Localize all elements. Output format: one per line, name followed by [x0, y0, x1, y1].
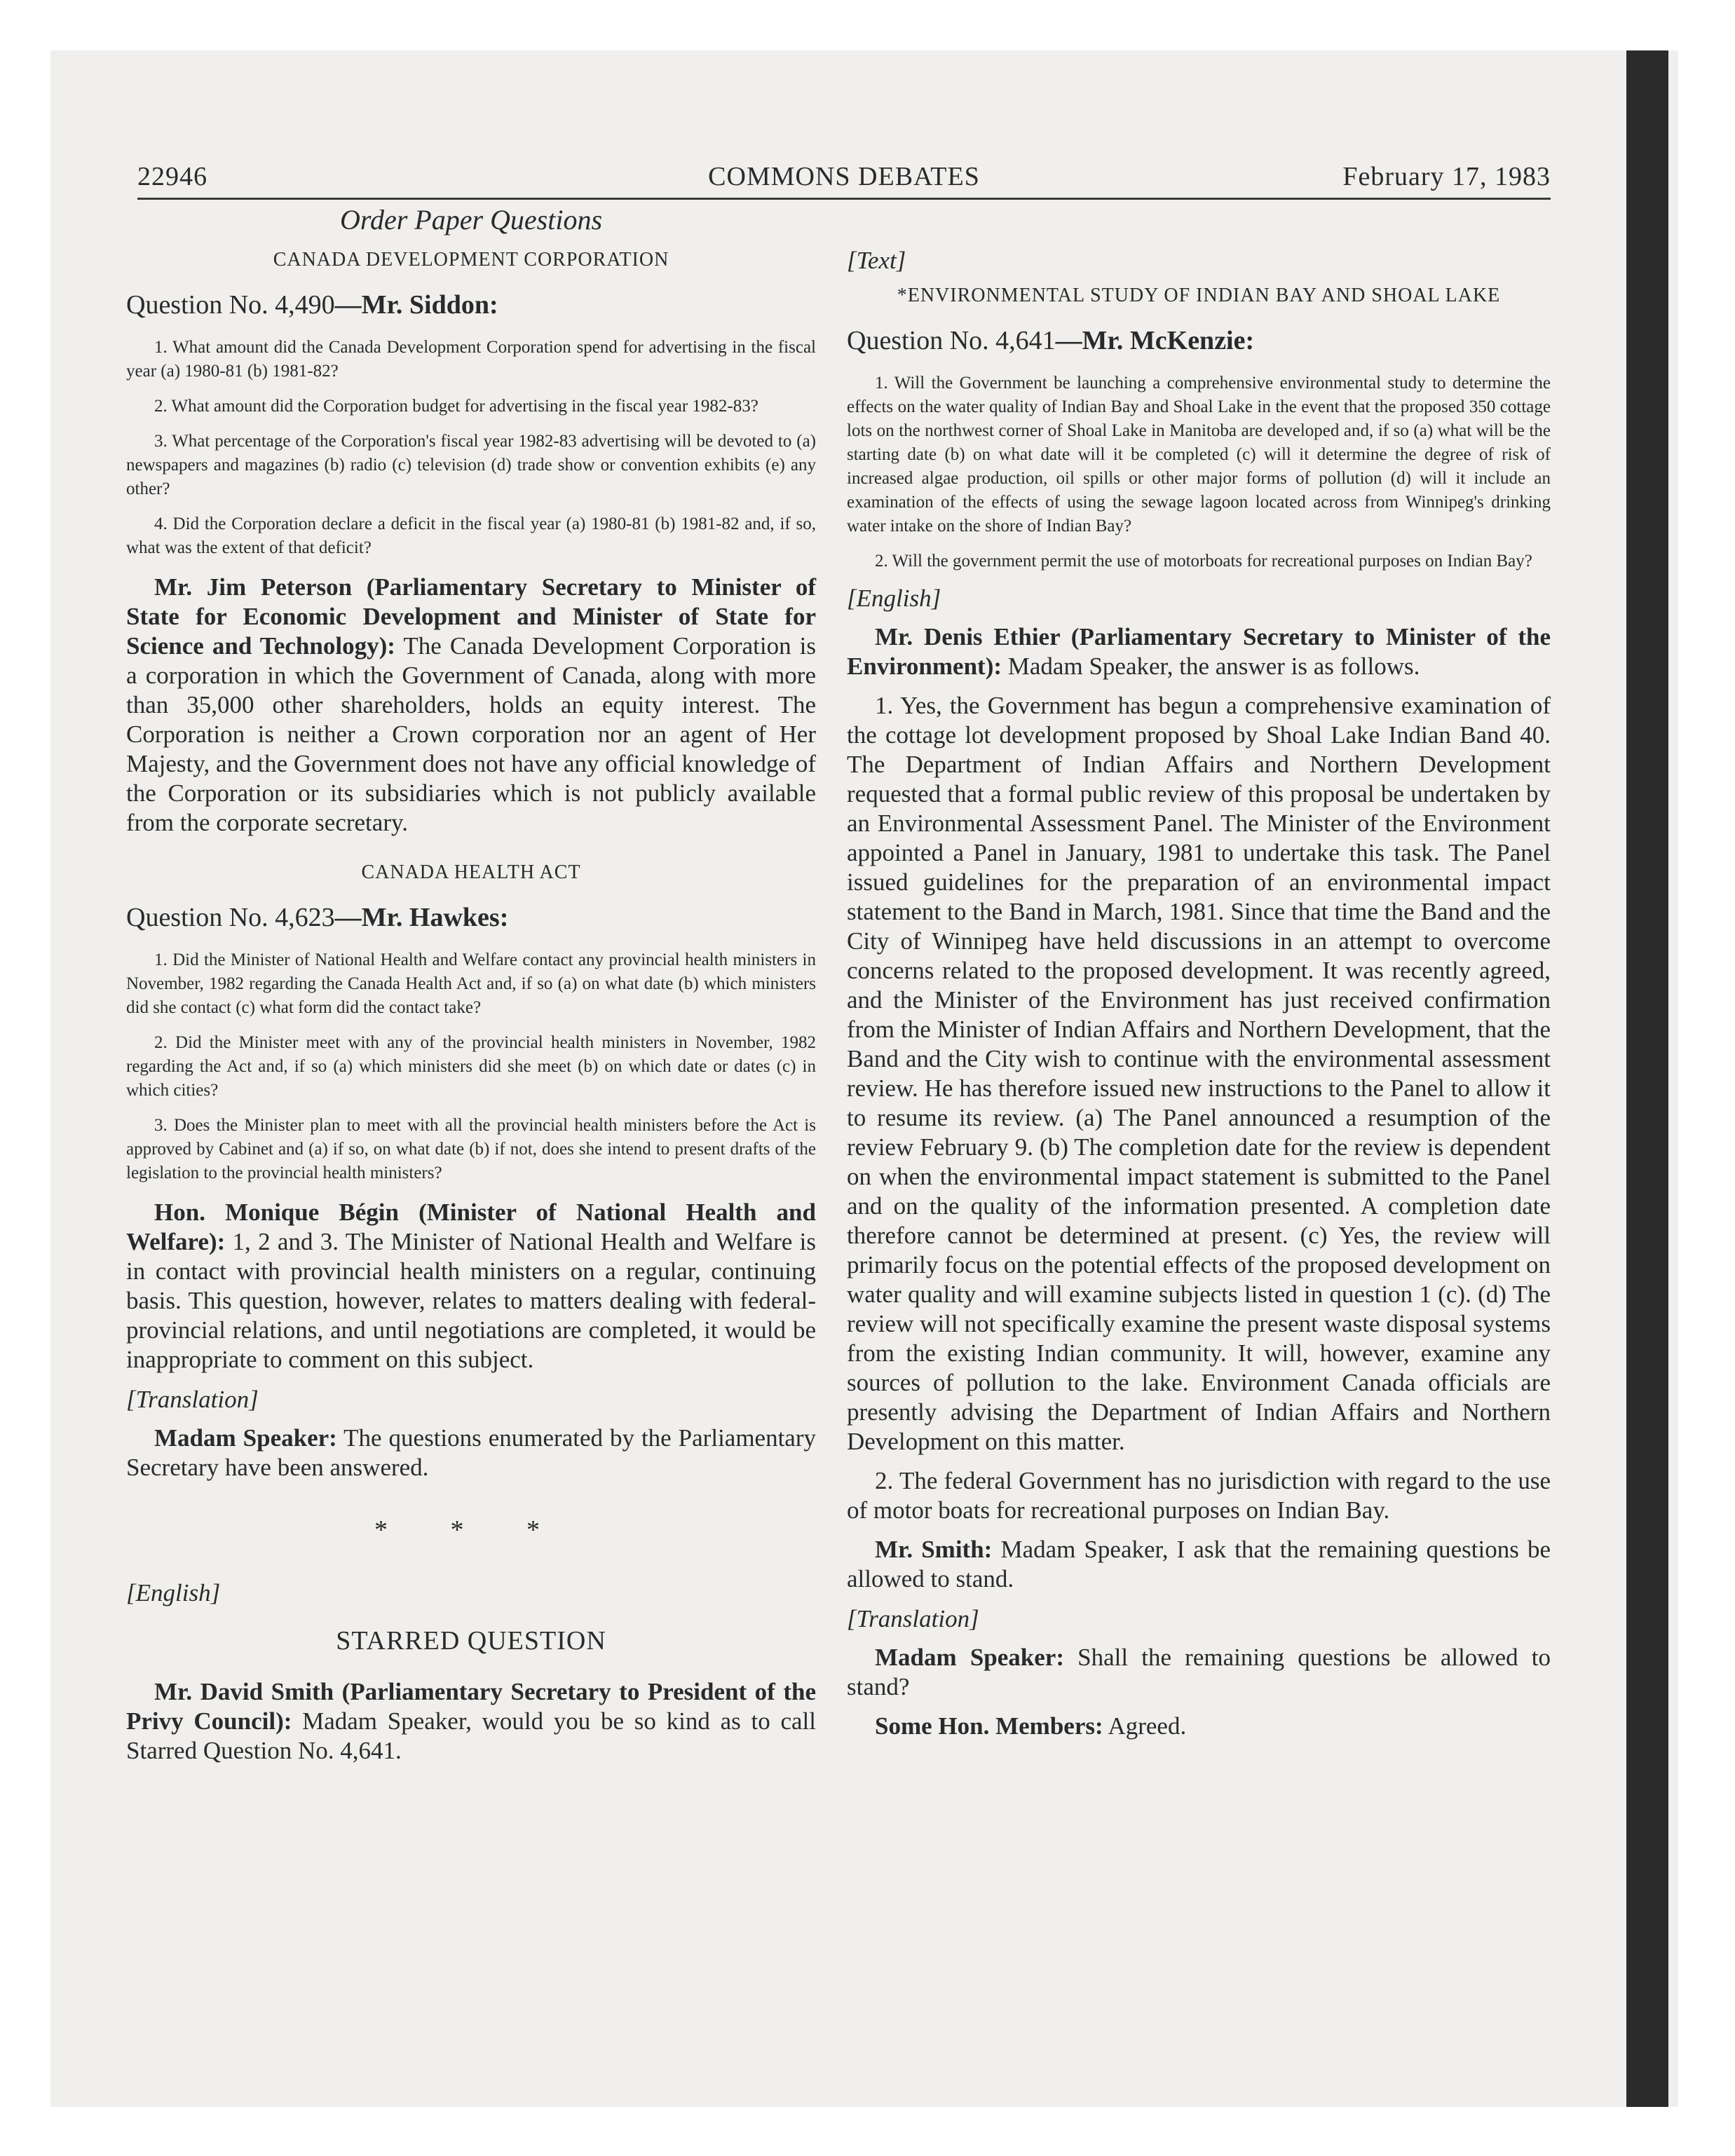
speaker-name: Some Hon. Members: — [875, 1712, 1103, 1740]
speech-text: The questions enumerated by the Parliamentary Secretary have been answered. — [126, 1424, 816, 1481]
speaker-name: Mr. Denis Ethier (Parliamentary Secretary to Minister of the Environment): — [847, 623, 1551, 680]
speech-text: Madam Speaker, would you be so kind as to call Starred Question No. 4,641. — [126, 1707, 816, 1764]
question-item: 4. Did the Corporation declare a deficit in the fiscal year (a) 1980-81 (b) 1981-82 and, if so, what was the extent of that deficit? — [126, 514, 816, 557]
right-column — [847, 203, 1551, 1748]
publication-title: COMMONS DEBATES — [708, 162, 980, 191]
speaker-name: Mr. Jim Peterson (Parliamentary Secretary to Minister of State for Economic Development and Minister of State for Science and Technology): — [126, 573, 816, 660]
answer-paragraph: 2. The federal Government has no jurisdiction with regard to the use of motor boats for recreational purposes on Indian Bay. — [847, 1467, 1551, 1524]
speaker-name: Madam Speaker: — [875, 1644, 1064, 1671]
answer-paragraph-peterson — [126, 573, 816, 838]
section-heading-cdc: CANADA DEVELOPMENT CORPORATION — [273, 249, 669, 271]
english-tag: [English] — [126, 1579, 221, 1606]
speaker-paragraph-madam — [847, 1643, 1551, 1702]
translation-tag: [Translation] — [847, 1605, 979, 1632]
speech-text: Shall the remaining questions be allowed to stand? — [847, 1644, 1551, 1700]
question-item: 2. Did the Minister meet with any of the provincial health ministers in November, 1982 regarding the Act and, if so (a) which ministers did she meet (b) on which date or dates (c) in which cities? — [126, 1033, 816, 1100]
answer-text: 1, 2 and 3. The Minister of National Health and Welfare is in contact with provincial health ministers on a regular, continuing basis. This question, however, relates to matters dealing with federal-provincial relations, and until negotiations are completed, it would be inappropriate to comment on this subject. — [126, 1228, 816, 1373]
section-heading-health-act: CANADA HEALTH ACT — [361, 861, 581, 883]
question-item: 1. Will the Government be launching a comprehensive environmental study to determine the effects on the water quality of Indian Bay and Shoal Lake in the event that the proposed 350 cottage lots on the northwest corner of Shoal Lake in Manitoba are developed and, if so (a) what will be the starting date (b) on what date will it be completed (c) will it determine the degree of risk of increased algae production, oil spills or other major forms of pollution (d) will it include an examination of the effects of using the sewage lagoon located across from Winnipeg's drinking water intake on the shore of Indian Bay? — [847, 374, 1551, 535]
speaker-paragraph-members — [847, 1712, 1551, 1741]
answer-paragraph-begin — [126, 1198, 816, 1374]
speaker-name: Mr. David Smith (Parliamentary Secretary to President of the Privy Council): — [126, 1678, 816, 1735]
section-kicker: Order Paper Questions — [339, 204, 603, 236]
speaker-paragraph-smith — [847, 1535, 1551, 1594]
speaker-paragraph-madam — [126, 1424, 816, 1482]
question-item: 2. Will the government permit the use of motorboats for recreational purposes on Indian Bay? — [875, 552, 1532, 571]
question-item: 1. Did the Minister of National Health and Welfare contact any provincial health ministers in November, 1982 regarding the Canada Health Act and, if so (a) on what date (b) which ministers did she contact (c) what form did the contact take? — [126, 950, 816, 1017]
questioner: —Mr. McKenzie: — [1055, 326, 1255, 355]
running-header — [137, 160, 1551, 200]
translation-tag: [Translation] — [126, 1386, 259, 1413]
question-item: 3. What percentage of the Corporation's fiscal year 1982-83 advertising will be devoted to (a) newspapers and magazines (b) radio (c) television (d) trade show or convention exhibits (e) any other? — [126, 432, 816, 498]
page-number: 22946 — [137, 162, 207, 191]
scan-edge-bar — [1626, 50, 1668, 2107]
answer-text: The Canada Development Corporation is a corporation in which the Government of Canada, along with more than 35,000 other shareholders, holds an equity interest. The Corporation is neither a Crown corporation nor an agent of Her Majesty, and the Government does not have any official knowledge of the Corporation or its subsidiaries which is not publicly available from the corporate secretary. — [126, 632, 817, 836]
speaker-name: Mr. Smith: — [875, 1536, 993, 1563]
starred-question-heading: STARRED QUESTION — [336, 1626, 606, 1656]
speech-text: Agreed. — [1103, 1712, 1187, 1740]
question-number: Question No. 4,623 — [126, 903, 335, 932]
section-heading-environment: *ENVIRONMENTAL STUDY OF INDIAN BAY AND SHOAL LAKE — [897, 285, 1501, 306]
publication-date: February 17, 1983 — [1342, 162, 1551, 191]
question-item: 2. What amount did the Corporation budget for advertising in the fiscal year 1982-83? — [154, 397, 758, 416]
question-heading-4623 — [126, 902, 816, 933]
question-heading-4490 — [126, 289, 816, 320]
question-number: Question No. 4,490 — [126, 290, 335, 320]
section-separator: * * * — [374, 1515, 568, 1545]
speaker-paragraph-smith — [126, 1677, 816, 1766]
answer-paragraph-ethier — [847, 622, 1551, 681]
text-tag: [Text] — [847, 247, 906, 274]
question-item: 1. What amount did the Canada Development Corporation spend for advertising in the fiscal year (a) 1980-81 (b) 1981-82? — [126, 338, 816, 381]
answer-paragraph: 1. Yes, the Government has begun a comprehensive examination of the cottage lot development proposed by Shoal Lake Indian Band 40. The Department of Indian Affairs and Northern Development requested that a formal public review of this proposal be undertaken by an Environmental Assessment Panel. The Minister of the Environment appointed a Panel in January, 1981 to undertake this task. The Panel issued guidelines for the preparation of an environmental impact statement to the Band in March, 1981. Since that time the Band and the City of Winnipeg have held discussions in an attempt to overcome concerns related to the proposed development. It was recently agreed, and the Minister of the Environment has just received confirmation from the Minister of Indian Affairs and Northern Development, that the Band and the City wish to continue with the environmental assessment review. He has therefore issued new instructions to the Panel to allow it to resume its review. (a) The Panel announced a resumption of the review February 9. (b) The completion date for the review is dependent on when the environmental impact statement is submitted to the Panel and on the quality of the information presented. A completion date therefore cannot be determined at present. (c) Yes, the review will primarily focus on the potential effects of the proposed development on water quality and will examine subjects listed in question 1 (c). (d) The review will not specifically examine the present waste disposal systems from the existing Indian community. It will, however, examine any sources of pollution to the lake. Environment Canada officials are presently advising the Department of Indian Affairs and Northern Development on this matter. — [847, 692, 1551, 1455]
answer-text: Madam Speaker, the answer is as follows. — [1002, 653, 1420, 680]
question-number: Question No. 4,641 — [847, 326, 1056, 355]
questioner: —Mr. Siddon: — [334, 290, 498, 320]
question-heading-4641 — [847, 325, 1551, 356]
questioner: —Mr. Hawkes: — [334, 903, 509, 932]
english-tag: [English] — [847, 585, 941, 612]
speech-text: Madam Speaker, I ask that the remaining questions be allowed to stand. — [847, 1536, 1551, 1592]
speaker-name: Hon. Monique Bégin (Minister of National Health and Welfare): — [126, 1199, 816, 1255]
question-item: 3. Does the Minister plan to meet with all the provincial health ministers before the Act is approved by Cabinet and (a) if so, on what date (b) if not, does she intend to present drafts of the legislation to the provincial health ministers? — [126, 1116, 816, 1182]
speaker-name: Madam Speaker: — [154, 1424, 337, 1452]
left-column — [126, 203, 816, 1773]
